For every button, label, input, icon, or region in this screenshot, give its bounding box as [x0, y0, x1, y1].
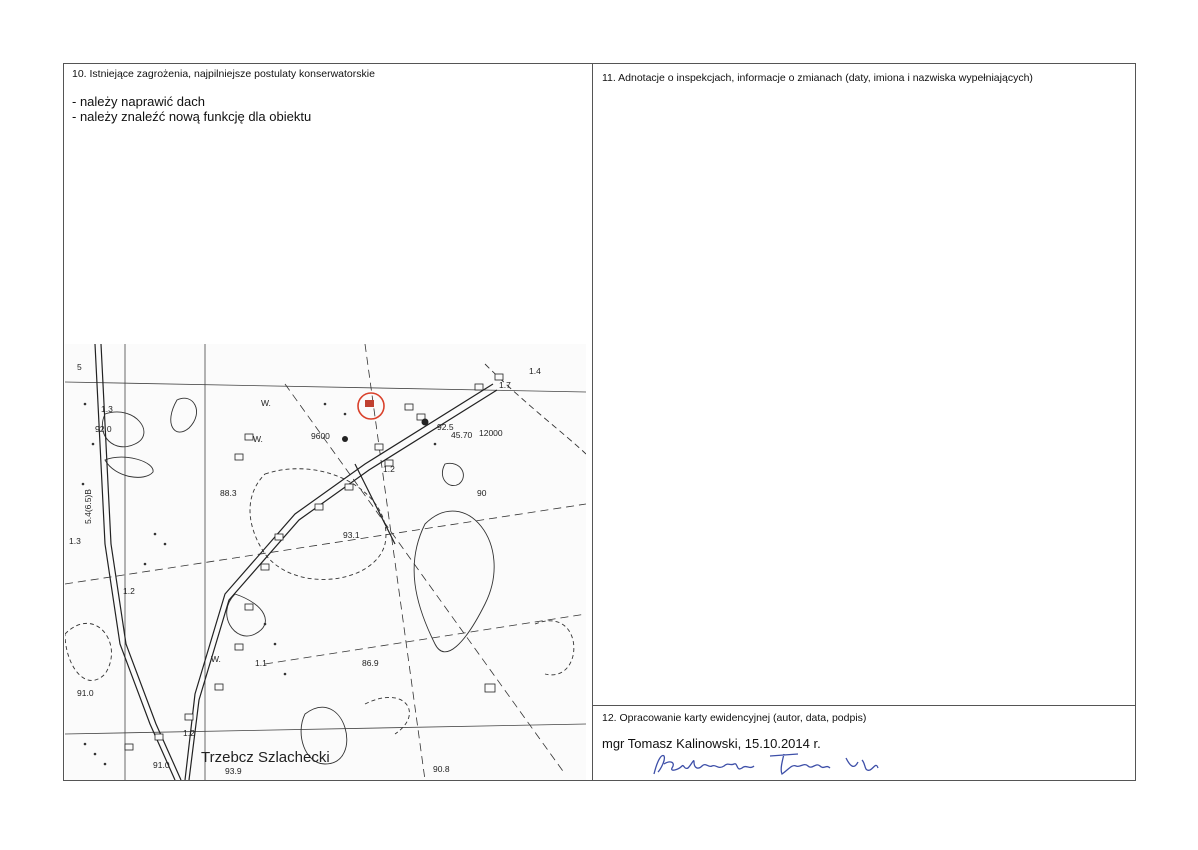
- map-label: 9600: [311, 431, 330, 441]
- map-label: 5.4(6.5)B: [83, 489, 93, 524]
- map-drawing: [65, 344, 586, 780]
- map-label: 92.0: [95, 424, 112, 434]
- map-label: 90: [477, 488, 487, 498]
- map-label: 92.5: [437, 422, 454, 432]
- map-label: W.: [211, 654, 221, 664]
- signature-scribble: [650, 748, 890, 780]
- map-label: 1.7: [499, 380, 511, 390]
- map-label: 45.70: [451, 430, 473, 440]
- map-label: 1.2: [183, 728, 195, 738]
- object-building: [365, 400, 374, 407]
- map-label: 1.2: [123, 586, 135, 596]
- author-line: mgr Tomasz Kalinowski, 15.10.2014 r.: [602, 736, 821, 751]
- map-label: 5: [77, 362, 82, 372]
- map-label: 1.4: [529, 366, 541, 376]
- map-label: 1.1: [255, 658, 267, 668]
- map-label: 1.3: [101, 404, 113, 414]
- list-item: - należy znaleźć nową funkcję dla obiektu: [72, 109, 312, 124]
- map-label: 93.1: [343, 530, 360, 540]
- section-divider: [592, 705, 1136, 706]
- map-label: 1.2: [383, 464, 395, 474]
- map-label: 88.3: [220, 488, 237, 498]
- map-label: 93.9: [225, 766, 242, 776]
- map-label: 91.0: [77, 688, 94, 698]
- map-background: [65, 344, 586, 780]
- map-label: 12000: [479, 428, 503, 438]
- map-label: 86.9: [362, 658, 379, 668]
- section-12-heading: 12. Opracowanie karty ewidencyjnej (autor, data, podpis): [602, 712, 867, 724]
- map-label: 1.3: [69, 536, 81, 546]
- section-10-heading: 10. Istniejące zagrożenia, najpilniejsze postulaty konserwatorskie: [72, 68, 375, 80]
- signature: [650, 748, 890, 785]
- section-11-heading: 11. Adnotacje o inspekcjach, informacje o zmianach (daty, imiona i nazwiska wypełniających): [602, 72, 1033, 84]
- map-place-name: Trzebcz Szlachecki: [201, 749, 330, 766]
- topographic-map: [65, 344, 586, 780]
- map-label: W.: [253, 434, 263, 444]
- map-label: 90.8: [433, 764, 450, 774]
- list-item: - należy naprawić dach: [72, 94, 205, 109]
- map-point: [422, 419, 429, 426]
- map-label: W.: [261, 398, 271, 408]
- column-divider: [592, 63, 593, 781]
- section-10-list: [72, 94, 311, 124]
- map-point: [342, 436, 348, 442]
- map-label: 91.0: [153, 760, 170, 770]
